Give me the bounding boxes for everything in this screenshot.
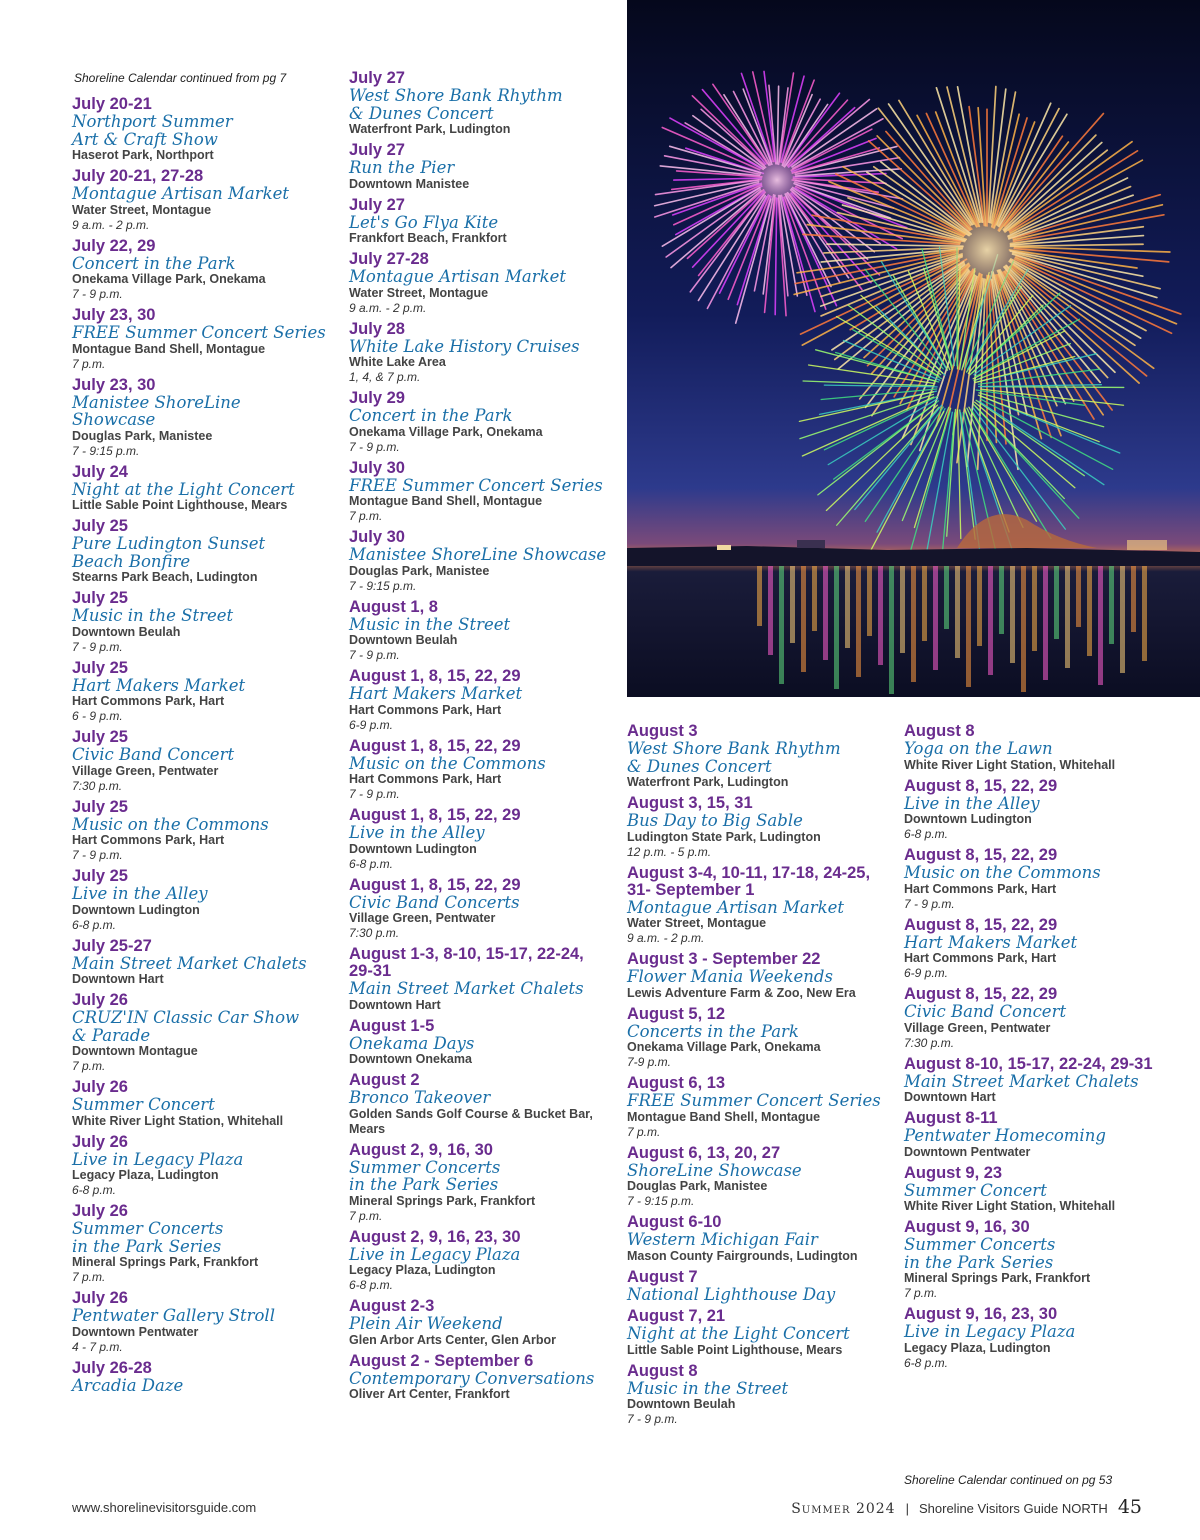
event-date: July 23, 30 — [72, 306, 156, 324]
event-entry — [904, 1110, 1164, 1160]
event-entry — [72, 464, 327, 514]
event-title: Main Street Market Chalets — [349, 979, 584, 998]
event-entry — [72, 938, 327, 988]
event-location: Downtown Ludington — [904, 812, 1032, 826]
event-entry — [72, 1079, 327, 1129]
event-date: July 25 — [72, 797, 128, 816]
event-title: Music in the Street — [72, 606, 234, 625]
event-date: July 25 — [72, 658, 128, 677]
event-entry — [349, 70, 609, 137]
event-date: August 2 — [349, 1071, 420, 1089]
event-title: Manistee ShoreLine Showcase — [349, 545, 607, 564]
event-title: Civic Band Concerts — [349, 892, 520, 912]
event-date: August 6, 13, 20, 27 — [627, 1143, 781, 1162]
event-time: 6-8 p.m. — [904, 827, 949, 841]
event-date: July 22, 29 — [72, 236, 156, 255]
event-title: FREE Summer Concert Series — [349, 475, 603, 495]
event-location: Downtown Onekama — [349, 1052, 472, 1066]
event-date: July 26 — [72, 1078, 128, 1096]
event-time: 7:30 p.m. — [72, 778, 123, 793]
continued-from-note: Shoreline Calendar continued from pg 7 — [74, 71, 287, 85]
event-date: August 2-3 — [349, 1297, 435, 1315]
event-entry — [349, 142, 609, 192]
event-time: 7 - 9:15 p.m. — [627, 1194, 695, 1208]
event-title: West Shore Bank Rhythm — [349, 86, 563, 105]
event-title: & Dunes Concert — [349, 103, 494, 123]
event-time: 6-9 p.m. — [349, 717, 394, 732]
event-title: White Lake History Cruises — [349, 336, 580, 356]
event-entry — [349, 251, 609, 316]
event-title: Beach Bonfire — [72, 551, 191, 571]
event-time: 1, 4, & 7 p.m. — [349, 370, 421, 384]
event-title: Night at the Light Concert — [72, 479, 295, 499]
event-title: Hart Makers Market — [904, 932, 1078, 952]
event-title: Western Michigan Fair — [627, 1230, 818, 1249]
event-location: Downtown Ludington — [349, 841, 477, 856]
event-entry — [72, 377, 327, 459]
event-time: 6-8 p.m. — [72, 1183, 117, 1197]
event-date: August 8 — [627, 1361, 698, 1380]
event-time: 7 p.m. — [904, 1286, 938, 1300]
event-date: July 26 — [72, 1132, 128, 1151]
event-location: White Lake Area — [349, 355, 446, 369]
event-location: Montague Band Shell, Montague — [72, 341, 266, 356]
event-date: July 29 — [349, 389, 405, 407]
event-entry — [349, 1072, 609, 1137]
event-title: Pentwater Homecoming — [904, 1126, 1106, 1145]
event-entry — [627, 1214, 887, 1264]
event-location: Golden Sands Golf Course & Bucket Bar, Mears — [349, 1106, 593, 1136]
event-entry — [72, 868, 327, 933]
event-location: Downtown Beulah — [72, 624, 181, 639]
event-entry — [349, 1298, 609, 1348]
event-time: 7 - 9:15 p.m. — [72, 443, 140, 458]
event-title: Live in Legacy Plaza — [72, 1149, 244, 1169]
event-location: Douglas Park, Manistee — [349, 563, 490, 578]
event-entry — [627, 865, 887, 947]
event-title: Bronco Takeover — [349, 1088, 491, 1107]
event-date: July 30 — [349, 528, 405, 546]
publication-name: Shoreline Visitors Guide NORTH — [918, 1501, 1108, 1516]
event-title: Concert in the Park — [349, 406, 513, 425]
event-location: Water Street, Montague — [349, 285, 489, 300]
event-time: 7 - 9 p.m. — [904, 896, 955, 911]
event-location: Onekama Village Park, Onekama — [627, 1040, 821, 1054]
event-entry — [72, 992, 327, 1074]
event-date: August 6, 13 — [627, 1074, 726, 1092]
event-date: July 24 — [72, 462, 128, 481]
event-time: 4 - 7 p.m. — [72, 1339, 123, 1354]
event-entry — [627, 1363, 887, 1428]
event-title: Contemporary Conversations — [349, 1368, 595, 1388]
event-location: Hart Commons Park, Hart — [72, 694, 225, 708]
event-title: Montague Artisan Market — [349, 267, 567, 286]
event-entry — [904, 1165, 1164, 1215]
event-location: Frankfort Beach, Frankfort — [349, 231, 507, 245]
event-date: August 3 - September 22 — [627, 950, 821, 968]
event-location: White River Light Station, Whitehall — [72, 1113, 284, 1128]
event-entry — [904, 1306, 1164, 1371]
event-entry — [349, 1018, 609, 1068]
event-title: Bus Day to Big Sable — [627, 811, 803, 830]
fireworks-photo — [627, 0, 1200, 697]
event-title: ShoreLine Showcase — [627, 1160, 802, 1180]
event-date: August 1-3, 8-10, 15-17, 22-24, 29-31 — [349, 945, 584, 980]
event-location: Douglas Park, Manistee — [627, 1179, 768, 1193]
event-title: Concerts in the Park — [627, 1021, 799, 1041]
event-time: 7 - 9 p.m. — [349, 787, 400, 801]
event-entry — [72, 1360, 327, 1395]
event-entry — [72, 96, 327, 163]
event-entry — [349, 1353, 609, 1403]
website-url[interactable]: www.shorelinevisitorsguide.com — [72, 1500, 257, 1515]
event-location: Water Street, Montague — [627, 916, 767, 930]
event-location: Waterfront Park, Ludington — [349, 122, 511, 136]
event-location: Legacy Plaza, Ludington — [904, 1340, 1051, 1355]
event-time: 6-8 p.m. — [349, 856, 394, 871]
event-date: August 3, 15, 31 — [627, 794, 753, 812]
event-entry — [627, 1075, 887, 1140]
event-title: Summer Concerts — [72, 1219, 224, 1238]
event-date: August 3-4, 10-11, 17-18, 24-25, 31- September 1 — [627, 863, 871, 899]
event-date: August 1, 8, 15, 22, 29 — [349, 875, 521, 894]
event-time: 7 p.m. — [627, 1124, 661, 1139]
event-title: Manistee ShoreLine Showcase — [72, 392, 241, 429]
event-title: Music on the Commons — [904, 863, 1101, 882]
event-location: White River Light Station, Whitehall — [904, 1199, 1116, 1213]
event-title: Arcadia Daze — [72, 1375, 184, 1395]
event-entry — [349, 946, 609, 1013]
event-location: Douglas Park, Manistee — [72, 428, 213, 443]
event-date: August 1, 8 — [349, 597, 438, 616]
event-entry — [627, 1269, 887, 1304]
event-title: Yoga on the Lawn — [904, 739, 1053, 758]
event-date: July 25 — [72, 589, 128, 607]
event-title: in the Park Series — [72, 1236, 222, 1256]
event-entry — [349, 390, 609, 455]
event-date: July 20-21 — [72, 95, 152, 113]
event-location: Glen Arbor Arts Center, Glen Arbor — [349, 1332, 556, 1347]
event-title: Main Street Market Chalets — [904, 1071, 1139, 1091]
issue-season: Summer 2024 — [791, 1501, 896, 1517]
event-date: August 2, 9, 16, 30 — [349, 1140, 493, 1159]
event-entry — [349, 877, 609, 942]
event-time: 6-8 p.m. — [72, 917, 117, 932]
event-title: Run the Pier — [349, 158, 455, 177]
event-location: Hart Commons Park, Hart — [349, 702, 502, 717]
event-location: Downtown Ludington — [72, 902, 200, 917]
event-location: Hart Commons Park, Hart — [904, 951, 1057, 965]
event-entry — [627, 795, 887, 860]
event-date: August 2, 9, 16, 23, 30 — [349, 1227, 521, 1246]
event-title: Live in the Alley — [349, 823, 485, 842]
event-entry — [349, 807, 609, 872]
event-entry — [72, 1290, 327, 1355]
event-entry — [904, 917, 1164, 982]
event-title: Summer Concert — [904, 1180, 1047, 1200]
event-location: Onekama Village Park, Onekama — [72, 272, 266, 286]
event-date: July 25 — [72, 517, 128, 535]
page-footer — [791, 1496, 1142, 1518]
event-entry — [72, 238, 327, 303]
event-entry — [904, 778, 1164, 843]
event-time: 12 p.m. - 5 p.m. — [627, 844, 712, 859]
event-location: Hart Commons Park, Hart — [349, 772, 502, 786]
event-date: August 7 — [627, 1267, 698, 1286]
event-time: 7 - 9:15 p.m. — [349, 578, 417, 593]
event-entry — [627, 1308, 887, 1358]
event-date: July 27 — [349, 141, 405, 159]
event-location: Downtown Hart — [349, 997, 441, 1012]
event-title: Summer Concert — [72, 1095, 215, 1114]
event-entry — [349, 321, 609, 386]
footer-separator: | — [905, 1501, 909, 1516]
event-entry — [72, 590, 327, 655]
event-date: July 26 — [72, 1202, 128, 1220]
event-title: Live in Legacy Plaza — [904, 1322, 1076, 1341]
event-date: August 5, 12 — [627, 1004, 726, 1023]
event-date: August 8 — [904, 722, 975, 740]
event-date: August 8-10, 15-17, 22-24, 29-31 — [904, 1054, 1153, 1073]
event-location: Downtown Hart — [72, 972, 164, 986]
event-location: Hart Commons Park, Hart — [72, 833, 225, 847]
event-location: Mineral Springs Park, Frankfort — [72, 1255, 259, 1269]
event-location: Mason County Fairgrounds, Ludington — [627, 1248, 858, 1263]
event-entry — [72, 729, 327, 794]
event-time: 7 - 9 p.m. — [72, 287, 123, 301]
event-title: Night at the Light Concert — [627, 1324, 850, 1343]
event-title: Civic Band Concert — [904, 1002, 1067, 1021]
event-title: Pentwater Gallery Stroll — [72, 1306, 275, 1325]
event-time: 6-8 p.m. — [349, 1278, 394, 1292]
event-title: Northport Summer — [72, 112, 233, 131]
event-date: July 30 — [349, 458, 405, 477]
event-entry — [349, 599, 609, 664]
event-title: FREE Summer Concert Series — [627, 1091, 881, 1110]
event-title: in the Park Series — [349, 1175, 499, 1194]
event-entry — [349, 460, 609, 525]
event-title: Live in the Alley — [72, 884, 208, 903]
event-entry — [72, 1134, 327, 1199]
event-date: August 1-5 — [349, 1016, 435, 1035]
event-entry — [349, 668, 609, 733]
event-time: 7 - 9 p.m. — [349, 648, 400, 662]
event-location: Downtown Beulah — [349, 633, 458, 647]
event-entry — [72, 660, 327, 725]
event-date: July 27 — [349, 195, 405, 214]
event-date: July 26 — [72, 991, 128, 1009]
event-date: July 20-21, 27-28 — [72, 167, 204, 185]
event-title: Summer Concerts — [349, 1157, 501, 1177]
calendar-column-1 — [72, 96, 327, 1399]
event-title: Montague Artisan Market — [72, 184, 290, 203]
event-title: & Dunes Concert — [627, 756, 772, 776]
event-time: 7 - 9 p.m. — [627, 1412, 678, 1426]
event-time: 6-8 p.m. — [904, 1355, 949, 1370]
event-location: Village Green, Pentwater — [72, 763, 219, 778]
calendar-column-2 — [349, 70, 609, 1407]
event-date: August 9, 23 — [904, 1163, 1003, 1182]
event-location: Haserot Park, Northport — [72, 148, 214, 162]
event-location: Little Sable Point Lighthouse, Mears — [72, 498, 288, 512]
event-entry — [72, 307, 327, 372]
event-title: Concert in the Park — [72, 253, 236, 273]
event-location: Downtown Pentwater — [904, 1144, 1031, 1159]
event-entry — [349, 529, 609, 594]
event-title: Music on the Commons — [349, 753, 546, 773]
event-location: Downtown Montague — [72, 1044, 198, 1058]
event-date: July 23, 30 — [72, 375, 156, 394]
event-date: August 8-11 — [904, 1109, 998, 1127]
event-date: August 1, 8, 15, 22, 29 — [349, 667, 521, 685]
event-time: 6-9 p.m. — [904, 966, 949, 980]
event-title: Hart Makers Market — [72, 675, 246, 695]
event-title: CRUZ'IN Classic Car Show — [72, 1008, 300, 1027]
event-title: Flower Mania Weekends — [627, 967, 833, 986]
event-date: July 28 — [349, 319, 405, 338]
event-location: Downtown Pentwater — [72, 1324, 199, 1339]
event-entry — [627, 1145, 887, 1210]
event-location: Waterfront Park, Ludington — [627, 775, 789, 789]
event-location: Downtown Hart — [904, 1090, 996, 1104]
event-date: August 8, 15, 22, 29 — [904, 915, 1058, 934]
event-entry — [904, 1219, 1164, 1301]
event-location: White River Light Station, Whitehall — [904, 757, 1116, 772]
event-entry — [627, 951, 887, 1001]
event-location: Downtown Manistee — [349, 176, 470, 191]
event-entry — [349, 1142, 609, 1224]
event-date: August 7, 21 — [627, 1307, 726, 1325]
event-title: Civic Band Concert — [72, 745, 235, 764]
event-time: 7 p.m. — [72, 1270, 106, 1284]
event-title: in the Park Series — [904, 1252, 1054, 1272]
calendar-column-4 — [904, 723, 1164, 1376]
page-number: 45 — [1117, 1496, 1142, 1518]
event-time: 7:30 p.m. — [349, 926, 400, 940]
event-location: Village Green, Pentwater — [904, 1020, 1051, 1035]
event-entry — [72, 799, 327, 864]
event-entry — [904, 847, 1164, 912]
event-title: Main Street Market Chalets — [72, 953, 307, 973]
event-location: Village Green, Pentwater — [349, 911, 496, 925]
event-date: August 9, 16, 23, 30 — [904, 1305, 1058, 1323]
event-time: 9 a.m. - 2 p.m. — [349, 300, 427, 315]
event-title: FREE Summer Concert Series — [72, 323, 326, 342]
event-date: July 27-28 — [349, 250, 429, 268]
event-location: Montague Band Shell, Montague — [627, 1109, 821, 1124]
event-title: Pure Ludington Sunset — [72, 534, 266, 553]
event-title: West Shore Bank Rhythm — [627, 739, 841, 758]
event-date: July 25 — [72, 728, 128, 746]
event-title: Onekama Days — [349, 1033, 475, 1053]
event-time: 7 - 9 p.m. — [349, 439, 400, 454]
event-location: Ludington State Park, Ludington — [627, 829, 821, 844]
event-date: July 25-27 — [72, 936, 152, 955]
event-title: Art & Craft Show — [72, 129, 218, 149]
event-time: 9 a.m. - 2 p.m. — [72, 217, 150, 232]
event-title: Montague Artisan Market — [627, 897, 845, 917]
event-entry — [349, 738, 609, 803]
event-title: Music on the Commons — [72, 814, 269, 834]
event-location: Downtown Beulah — [627, 1397, 736, 1411]
event-location: Mineral Springs Park, Frankfort — [349, 1193, 536, 1208]
event-location: Oliver Art Center, Frankfort — [349, 1387, 510, 1401]
event-entry — [904, 986, 1164, 1051]
event-date: July 25 — [72, 867, 128, 885]
event-entry — [904, 1056, 1164, 1106]
calendar-column-3 — [627, 723, 887, 1432]
event-date: August 3 — [627, 722, 698, 740]
event-date: August 6-10 — [627, 1213, 722, 1231]
event-title: National Lighthouse Day — [627, 1284, 836, 1304]
event-location: Onekama Village Park, Onekama — [349, 424, 543, 439]
event-date: August 2 - September 6 — [349, 1351, 534, 1370]
event-time: 7 - 9 p.m. — [72, 639, 123, 654]
event-title: Let's Go Flya Kite — [349, 212, 499, 232]
event-entry — [349, 1229, 609, 1294]
event-location: Legacy Plaza, Ludington — [349, 1263, 496, 1277]
event-entry — [72, 1203, 327, 1285]
event-location: Mineral Springs Park, Frankfort — [904, 1271, 1091, 1285]
event-location: Water Street, Montague — [72, 202, 212, 217]
event-time: 7:30 p.m. — [904, 1035, 955, 1050]
event-time: 7 - 9 p.m. — [72, 848, 123, 862]
event-date: August 8, 15, 22, 29 — [904, 846, 1058, 864]
event-location: Montague Band Shell, Montague — [349, 494, 543, 508]
event-date: July 26 — [72, 1289, 128, 1307]
event-date: July 26-28 — [72, 1358, 152, 1377]
event-title: Live in the Alley — [904, 793, 1040, 813]
event-location: Hart Commons Park, Hart — [904, 881, 1057, 896]
event-entry — [72, 168, 327, 233]
event-entry — [349, 197, 609, 247]
event-entry — [72, 518, 327, 585]
event-title: Plein Air Weekend — [349, 1314, 503, 1333]
event-entry — [627, 723, 887, 790]
event-time: 7 p.m. — [349, 1208, 383, 1223]
event-entry — [627, 1006, 887, 1071]
event-title: Music in the Street — [349, 614, 511, 634]
event-entry — [904, 723, 1164, 773]
continued-on-note: Shoreline Calendar continued on pg 53 — [904, 1473, 1113, 1487]
event-date: July 27 — [349, 69, 405, 87]
event-date: August 8, 15, 22, 29 — [904, 776, 1058, 795]
event-title: & Parade — [72, 1025, 151, 1045]
event-date: August 8, 15, 22, 29 — [904, 985, 1058, 1003]
event-time: 7-9 p.m. — [627, 1055, 672, 1069]
event-location: Lewis Adventure Farm & Zoo, New Era — [627, 985, 856, 1000]
event-time: 7 p.m. — [72, 356, 106, 371]
event-location: Legacy Plaza, Ludington — [72, 1168, 219, 1182]
event-time: 6 - 9 p.m. — [72, 709, 123, 723]
event-time: 9 a.m. - 2 p.m. — [627, 931, 705, 945]
event-time: 7 p.m. — [72, 1059, 106, 1073]
event-title: Music in the Street — [627, 1378, 789, 1398]
event-date: August 1, 8, 15, 22, 29 — [349, 736, 521, 755]
event-location: Stearns Park Beach, Ludington — [72, 570, 258, 584]
event-title: Summer Concerts — [904, 1235, 1056, 1254]
event-date: August 9, 16, 30 — [904, 1218, 1030, 1236]
event-time: 7 p.m. — [349, 509, 383, 523]
event-title: Hart Makers Market — [349, 684, 523, 703]
event-location: Little Sable Point Lighthouse, Mears — [627, 1342, 843, 1357]
event-title: Live in Legacy Plaza — [349, 1244, 521, 1264]
event-date: August 1, 8, 15, 22, 29 — [349, 806, 521, 824]
